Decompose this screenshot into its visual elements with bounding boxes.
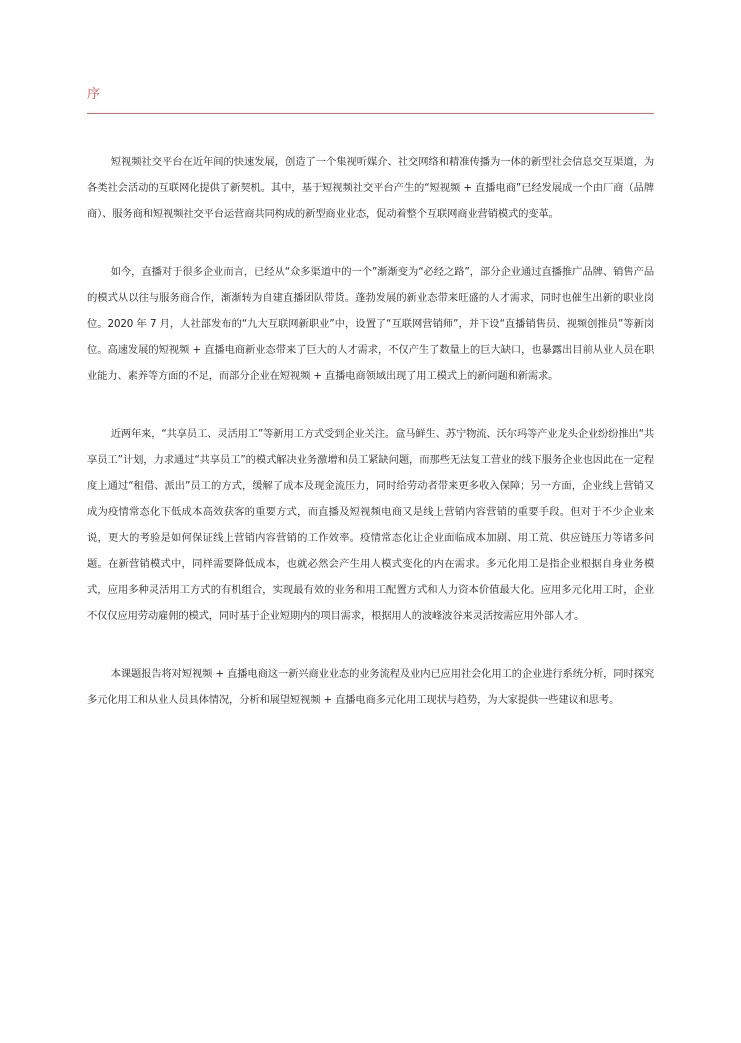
heading-divider [87,113,654,114]
paragraph: 近两年来，“共享员工、灵活用工”等新用工方式受到企业关注。盒马鲜生、苏宁物流、沃尔玛等产业龙头企业纷纷推出“共享员工”计划，力求通过“共享员工”的模式解决业务激增和员工紧缺问题，而那些无法复工营业的线下服务企业也因此在一定程度上通过“租借、派出”员工的方式，缓解了成本及现金流压力，同时给劳动者带来更多收入保障；另一方面，企业线上营销又成为疫情常态化下低成本高效获客的重要方式，而直播及短视频电商又是线上营销内容营销的重要手段。但对于不少企业来说，更大的考验是如何保证线上营销内容营销的工作效率。疫情常态化让企业面临成本加剧、用工荒、供应链压力等诸多问题。在新营销模式中，同样需要降低成本，也就必然会产生用人模式变化的内在需求。多元化用工是指企业根据自身业务模式，应用多种灵活用工方式的有机组合，实现最有效的业务和用工配置方式和人力资本价值最大化。应用多元化用工时，企业不仅仅应用劳动雇佣的模式，同时基于企业短期内的项目需求，根据用人的波峰波谷来灵活按需应用外部人才。 [87,428,654,622]
body-text [87,149,654,745]
paragraph: 短视频社交平台在近年间的快速发展，创造了一个集视听媒介、社交网络和精准传播为一体的新型社会信息交互渠道，为各类社会活动的互联网化提供了新契机。其中，基于短视频社交平台产生的“短视频 + 直播电商”已经发展成一个由厂商（品牌商）、服务商和短视频社交平台运营商共同构成的新型商业业态，促动着整个互联网商业营销模式的变革。 [87,156,654,220]
paragraph: 如今，直播对于很多企业而言，已经从“众多渠道中的一个”渐渐变为“必经之路”，部分企业通过直播推广品牌、销售产品的模式从以往与服务商合作，渐渐转为自建直播团队带货。蓬勃发展的新业态带来旺盛的人才需求，同时也催生出新的职业岗位。2020 年 7 月，人社部发布的“九大互联网新职业”中，设置了“互联网营销师”，并下设“直播销售员、视频创推员”等新岗位。高速发展的短视频 + 直播电商新业态带来了巨大的人才需求，不仅产生了数量上的巨大缺口，也暴露出目前从业人员在职业能力、素养等方面的不足，而部分企业在短视频 + 直播电商领域出现了用工模式上的新问题和新需求。 [87,266,654,382]
paragraph: 本课题报告将对短视频 + 直播电商这一新兴商业业态的业务流程及业内已应用社会化用工的企业进行系统分析，同时探究多元化用工和从业人员具体情况，分析和展望短视频 + 直播电商多元化用工现状与趋势，为大家提供一些建议和思考。 [87,668,654,706]
section-heading: 序 [87,87,101,102]
